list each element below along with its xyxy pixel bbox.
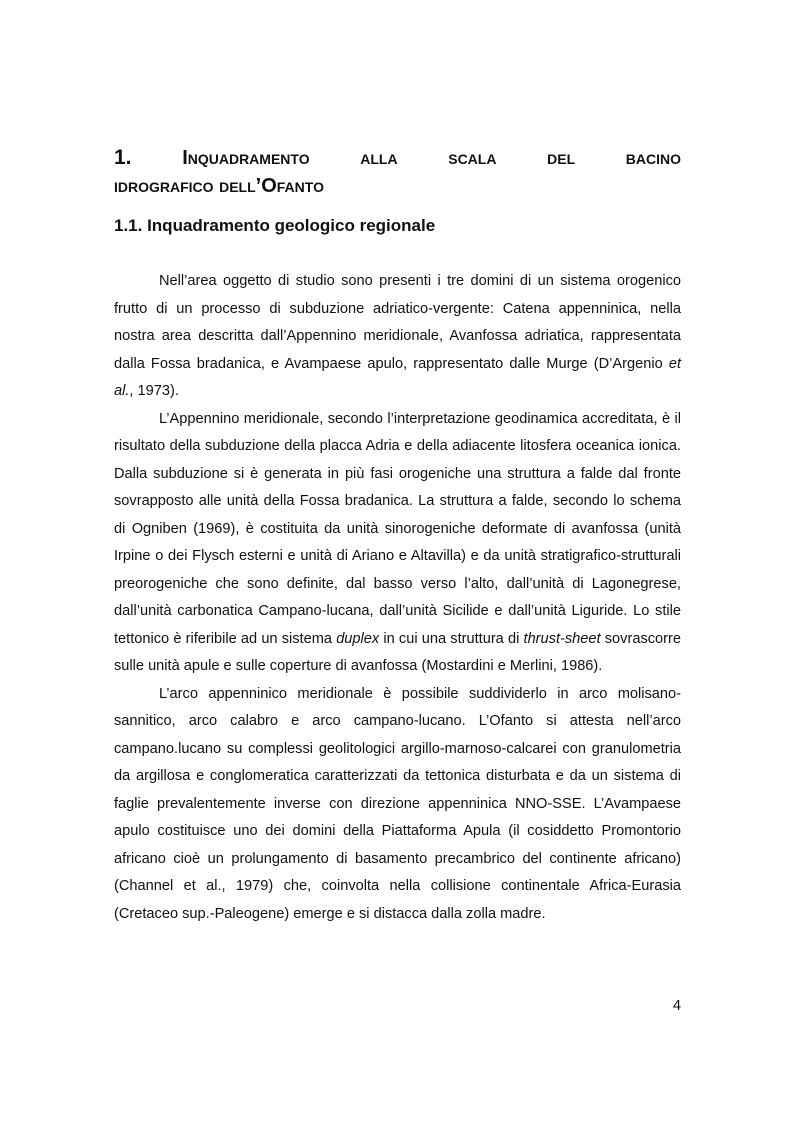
- chapter-title-line1: [114, 144, 681, 172]
- paragraph-3-text: L’arco appenninico meridionale è possibile suddividerlo in arco molisano-sannitico, arco calabro e arco campano-lucano. L’Ofanto si attesta nell’arco campano.lucano su complessi geolitologici argillo-marnoso-calcarei con granulometria da argillosa e conglomeratica caratterizzati da tettonica disturbata e da un sistema di faglie prevalentemente inverse con direzione appenninica NNO-SSE. L’Avampaese apulo costituisce uno dei domini della Piattaforma Apula (il cosiddetto Promontorio africano cioè un prolungamento di basamento precambrico del continente africano) (Channel et al., 1979) che, coinvolta nella collisione continentale Africa-Eurasia (Cretaceo sup.-Paleogene) emerge e si distacca dalla zolla madre.: [114, 685, 681, 922]
- paragraph-2-italic-thrust-sheet: thrust-sheet: [523, 630, 601, 647]
- paragraph-2-text-a: L’Appennino meridionale, secondo l’interpretazione geodinamica accreditata, è il risultato della subduzione della placca Adria e della adiacente litosfera oceanica ionica. Dalla subduzione si è generata in più fasi orogeniche una struttura a falde dal fronte sovrapposto alle unità della Fossa bradanica. La struttura a falde, secondo lo schema di Ogniben (1969), è costituita da unità sinorogeniche deformate di avanfossa (unità Irpine o dei Flysch esterni e unità di Ariano e Altavilla) e da unità stratigrafico-strutturali preorogeniche che sono definite, dal basso verso l’alto, dall’unità di Lagonegrese, dall’unità carbonatica Campano-lucana, dall’unità Sicilide e dall’unità Liguride. Lo stile tettonico è riferibile ad un sistema: [114, 410, 681, 647]
- chapter-title-line2: idrografico dell’Ofanto: [114, 175, 324, 198]
- paragraph-1-text-a: Nell’area oggetto di studio sono presenti i tre domini di un sistema orogenico frutto di un processo di subduzione adriatico-vergente: Catena appenninica, nella nostra area descritta dall’Appennino meridionale, Avanfossa adriatica, rappresentata dalla Fossa bradanica, e Avampaese apulo, rappresentato dalle Murge (D’Argenio: [114, 273, 681, 372]
- paragraph-2: [114, 406, 681, 681]
- page-number: 4: [672, 998, 681, 1014]
- paragraph-2-text-c: in cui una struttura di: [379, 630, 524, 647]
- paragraph-2-text-e: sovrascorre sulle unità apule e sulle coperture di avanfossa (Mostardini e Merlini, 1986).: [114, 630, 681, 674]
- paragraph-1: [114, 268, 681, 406]
- chapter-title: [114, 144, 681, 200]
- chapter-number: 1.: [114, 146, 132, 170]
- paragraph-1-italic: et al.: [114, 355, 681, 399]
- section-title: 1.1. Inquadramento geologico regionale: [114, 216, 436, 236]
- chapter-title-text-line1: Inquadramento alla scala del bacino: [182, 147, 681, 170]
- paragraph-3: [114, 681, 681, 929]
- body-text: [114, 268, 681, 928]
- paragraph-1-text-c: , 1973).: [129, 383, 179, 399]
- paragraph-2-italic-duplex: duplex: [336, 630, 380, 647]
